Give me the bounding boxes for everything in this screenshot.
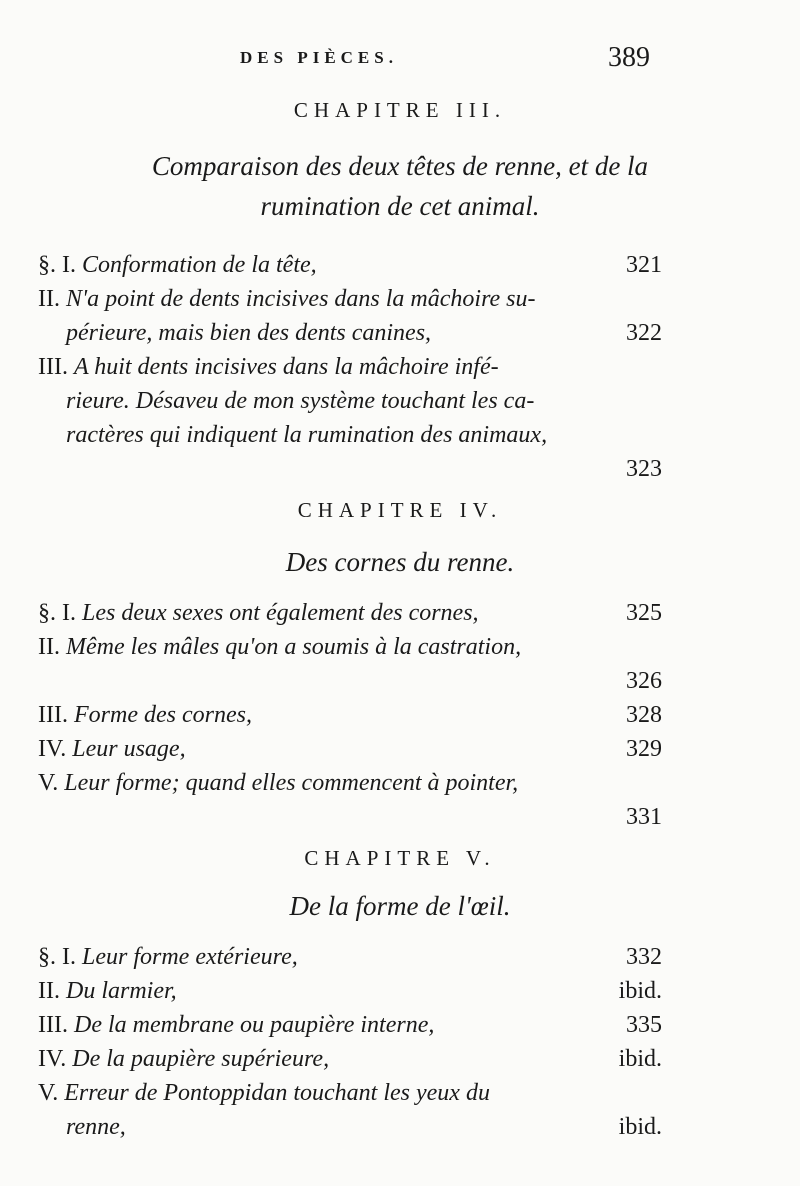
entry-text: Forme des cornes, bbox=[73, 702, 252, 728]
chapter-3-heading bbox=[0, 146, 800, 226]
entry-text: Les deux sexes ont également des cornes, bbox=[82, 600, 479, 626]
chapter-5-title: CHAPITRE V. bbox=[304, 846, 496, 870]
entry-page: ibid. bbox=[618, 1114, 662, 1140]
entry-page: 321 bbox=[626, 252, 662, 278]
entry-page: ibid. bbox=[618, 978, 662, 1004]
toc-entry bbox=[38, 940, 662, 974]
toc-entry bbox=[38, 630, 662, 698]
chapter-4-entries bbox=[0, 596, 800, 834]
page-header bbox=[0, 42, 800, 82]
entry-number: III. bbox=[38, 1012, 68, 1038]
entry-number: IV. bbox=[38, 736, 67, 762]
toc-entry bbox=[38, 974, 662, 1008]
toc-entry bbox=[38, 1042, 662, 1076]
page-number: 389 bbox=[608, 42, 650, 73]
entry-number: II. bbox=[38, 286, 60, 312]
entry-text-line1: N'a point de dents incisives dans la mâchoire su- bbox=[65, 286, 536, 312]
entry-text: Conformation de la tête, bbox=[82, 252, 317, 278]
entry-number: III. bbox=[38, 354, 68, 380]
entry-text-line1: Erreur de Pontoppidan touchant les yeux du bbox=[64, 1080, 490, 1106]
entry-text-line2: périeure, mais bien des dents canines, bbox=[66, 320, 432, 346]
entry-number: V. bbox=[38, 770, 59, 796]
chapter-5-entries bbox=[0, 940, 800, 1144]
entry-page: ibid. bbox=[618, 1046, 662, 1072]
entry-text: Du larmier, bbox=[65, 978, 177, 1004]
entry-text: Leur forme; quand elles commencent à pointer, bbox=[64, 770, 519, 796]
chapter-5-heading: De la forme de l'œil. bbox=[289, 891, 511, 921]
entry-text-line2: rieure. Désaveu de mon système touchant les ca- bbox=[66, 388, 535, 414]
toc-entry bbox=[38, 766, 662, 834]
entry-text: Leur usage, bbox=[72, 736, 186, 762]
toc-entry bbox=[38, 248, 662, 282]
entry-number: V. bbox=[38, 1080, 59, 1106]
entry-number: III. bbox=[38, 702, 68, 728]
entry-page: 335 bbox=[626, 1012, 662, 1038]
toc-entry bbox=[38, 596, 662, 630]
running-head: DES PIÈCES. bbox=[240, 48, 398, 67]
entry-number: II. bbox=[38, 634, 60, 660]
toc-entry bbox=[38, 350, 662, 486]
entry-text: Leur forme extérieure, bbox=[82, 944, 298, 970]
chapter-4-title: CHAPITRE IV. bbox=[297, 498, 503, 522]
entry-number: IV. bbox=[38, 1046, 67, 1072]
entry-text-line2: renne, bbox=[66, 1114, 126, 1140]
entry-page: 323 bbox=[626, 456, 662, 482]
entry-number: §. I. bbox=[38, 600, 76, 626]
chapter-3-entries bbox=[0, 248, 800, 486]
entry-text: De la membrane ou paupière interne, bbox=[73, 1012, 435, 1038]
toc-entry bbox=[38, 1008, 662, 1042]
entry-number: §. I. bbox=[38, 944, 76, 970]
entry-page: 325 bbox=[626, 600, 662, 626]
entry-page: 331 bbox=[626, 804, 662, 830]
entry-text-line3: ractères qui indiquent la rumination des animaux, bbox=[66, 422, 548, 448]
toc-entry bbox=[38, 698, 662, 732]
toc-entry bbox=[38, 1076, 662, 1144]
entry-text: Même les mâles qu'on a soumis à la castration, bbox=[65, 634, 522, 660]
chapter-4-heading: Des cornes du renne. bbox=[285, 547, 515, 577]
entry-page: 328 bbox=[626, 702, 662, 728]
entry-page: 332 bbox=[626, 944, 662, 970]
entry-text: De la paupière supérieure, bbox=[72, 1046, 330, 1072]
toc-entry bbox=[38, 282, 662, 350]
entry-number: §. I. bbox=[38, 252, 76, 278]
chapter-3-heading-line1: Comparaison des deux têtes de renne, et de la bbox=[151, 151, 649, 181]
chapter-3-title: CHAPITRE III. bbox=[293, 98, 507, 122]
toc-entry bbox=[38, 732, 662, 766]
entry-page: 326 bbox=[626, 668, 662, 694]
entry-text-line1: A huit dents incisives dans la mâchoire infé- bbox=[73, 354, 499, 380]
entry-page: 329 bbox=[626, 736, 662, 762]
entry-page: 322 bbox=[626, 320, 662, 346]
entry-number: II. bbox=[38, 978, 60, 1004]
chapter-3-heading-line2: rumination de cet animal. bbox=[260, 191, 540, 221]
